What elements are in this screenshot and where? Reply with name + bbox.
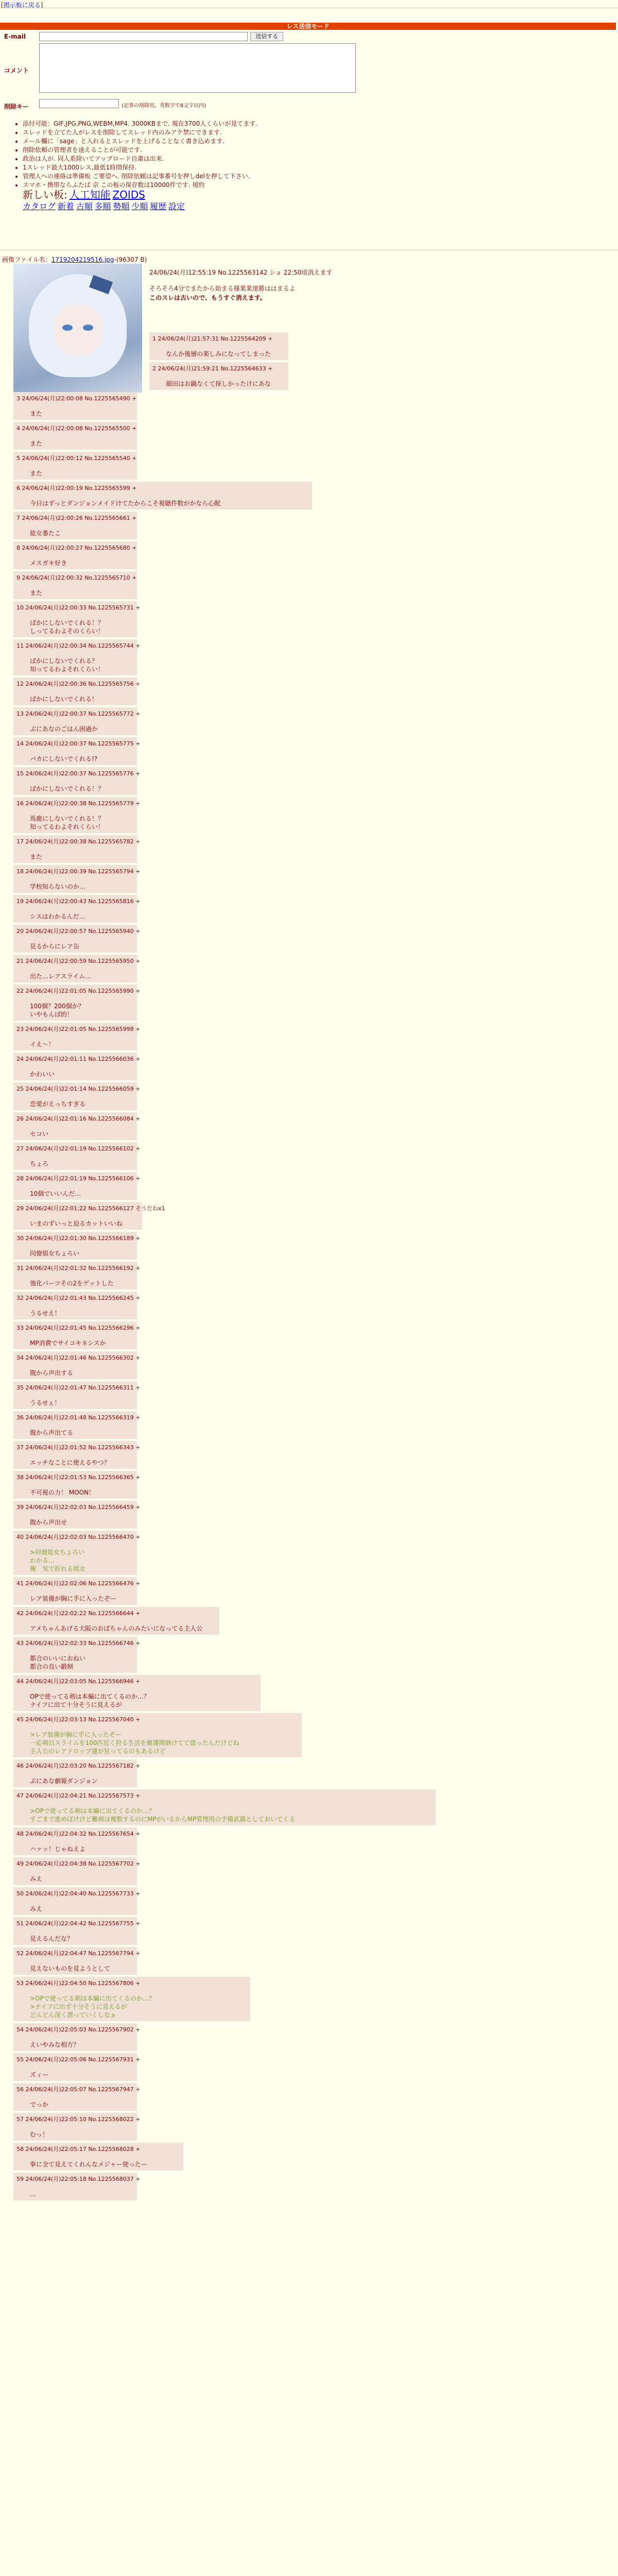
delete-key-field[interactable] <box>39 99 119 108</box>
reply-post <box>13 1112 141 1140</box>
op-line: そろそろ4分でまたから始まる様業業達勝ははまるよ <box>149 285 296 292</box>
rule-item: • スレッドを立てた人がレスを削除してスレッド内のみアク禁にできます. <box>23 128 397 137</box>
reply-header[interactable]: 42 24/06/24(月)22:02:22 No.1225566644 + <box>16 1610 141 1617</box>
reply-post <box>13 2173 141 2200</box>
reply-post <box>13 737 141 765</box>
reply-body: 馬鹿にしないでくれる！？ 知ってるわよそれくらい！ <box>30 815 105 831</box>
reply-header[interactable]: 15 24/06/24(月)22:00:37 No.1225565776 + <box>16 770 141 777</box>
reply-header[interactable]: 22 24/06/24(月)22:01:05 No.1225565990 + <box>16 988 141 994</box>
reply-body: >同僚姐女ちょろい わかる… 俺 気で折れる姐女 <box>30 1549 86 1572</box>
reply-post <box>13 1977 250 2021</box>
reply-body: 10個でいいんだ… <box>30 1190 81 1197</box>
reply-post <box>13 835 141 863</box>
reply-header[interactable]: 1 24/06/24(月)21:57:31 No.1225564209 + <box>152 335 273 342</box>
op-post <box>149 268 551 302</box>
reply-post <box>13 707 141 735</box>
reply-body: MP消費でサイコキネシスか <box>30 1340 106 1347</box>
reply-body: 同僚姐女ちょろい <box>30 1250 80 1257</box>
reply-body: 腹から声出せ <box>30 1519 67 1526</box>
reply-body: むっ！ <box>30 2131 49 2138</box>
reply-post <box>13 1441 141 1469</box>
reply-post <box>13 1321 141 1349</box>
reply-header[interactable]: 16 24/06/24(月)22:00:38 No.1225565779 + <box>16 800 141 807</box>
board-rules <box>15 120 397 212</box>
rule-item: • 添付可能：GIF,JPG,PNG,WEBM,MP4. 3000KBまで. 現在3700人くらいが見てます. <box>23 120 397 128</box>
reply-header[interactable]: 36 24/06/24(月)22:01:48 No.1225566319 + <box>16 1414 141 1421</box>
reply-header[interactable]: 55 24/06/24(月)22:05:06 No.1225567931 + <box>16 2056 141 2063</box>
rule-item: • 管理人への連絡は準備板 ご要望へ. 削除依頼は記事番号を押しdelを押して下さい. <box>23 172 397 181</box>
reply-body: かわいい <box>30 1071 55 1078</box>
reply-post <box>13 1082 141 1110</box>
reply-header[interactable]: 48 24/06/24(月)22:04:32 No.1225567654 + <box>16 1831 141 1837</box>
reply-body: >レア装備が胸に手に入ったぞー 一応剣日スライムを100匹近く狩る生活を雑選関納けてて惚ったんだけどね 主人公のレアドロップ運が狂ってるのもあるけど <box>30 1731 239 1755</box>
reply-header[interactable]: 49 24/06/24(月)22:04:38 No.1225567702 + <box>16 1860 141 1867</box>
reply-post <box>13 1142 141 1170</box>
op-notice: このスレは古いので、もうすぐ消えます。 <box>149 294 266 301</box>
reply-header[interactable]: 13 24/06/24(月)22:00:37 No.1225565772 + <box>16 710 141 717</box>
reply-body: 学校知らないのか… <box>30 883 86 890</box>
reply-post <box>13 2113 141 2141</box>
reply-post <box>13 392 137 420</box>
reply-body: うるせえ！ <box>30 1310 61 1317</box>
reply-body: いまのずいっと迫るカットいいね <box>30 1220 123 1227</box>
reply-post <box>13 1827 141 1855</box>
reply-header[interactable]: 28 24/06/24(月)22:01:19 No.1225566106 + <box>16 1175 141 1182</box>
reply-post <box>13 1232 141 1260</box>
back-link-text[interactable]: 掲示板に戻る <box>3 2 41 9</box>
reply-header[interactable]: 20 24/06/24(月)22:00:57 No.1225565940 + <box>16 928 141 935</box>
reply-header[interactable]: 12 24/06/24(月)22:00:36 No.1225565756 + <box>16 681 141 687</box>
reply-header[interactable]: 56 24/06/24(月)22:05:07 No.1225567947 + <box>16 2086 141 2093</box>
reply-post <box>13 1887 141 1915</box>
reply-body: ぶにあなのごはん困過か <box>30 725 98 733</box>
reply-header[interactable]: 29 24/06/24(月)22:01:22 No.1225566127 そうだねx1 <box>16 1205 165 1212</box>
reply-body: メスガキ好き <box>30 560 67 567</box>
reply-post <box>13 1381 141 1409</box>
reply-post <box>13 1471 141 1499</box>
delete-key-label: 削除キー <box>4 103 29 110</box>
board-link-zoids[interactable]: ZOIDS <box>112 189 145 201</box>
reply-header[interactable]: 30 24/06/24(月)22:01:30 No.1225566189 + <box>16 1235 141 1242</box>
delete-key-note: (記事の削除用。英数字で8文字以内) <box>122 103 207 109</box>
file-line: 画像ファイル名：1719204219516.jpg-(96307 B) <box>2 256 147 263</box>
reply-body: 顔田はお鍋なくて探しかったけにあな <box>166 380 271 387</box>
reply-body: ばかにしないでくれる？ 知ってるわよそれくらい！ <box>30 657 105 673</box>
reply-header[interactable]: 43 24/06/24(月)22:02:33 No.1225566746 + <box>16 1640 141 1647</box>
reply-header[interactable]: 33 24/06/24(月)22:01:45 No.1225566296 + <box>16 1325 141 1331</box>
reply-header[interactable]: 6 24/06/24(月)22:00:19 No.1225565599 + <box>16 485 137 492</box>
reply-post <box>13 1351 141 1379</box>
reply-header[interactable]: 45 24/06/24(月)22:03:13 No.1225567040 + <box>16 1716 141 1723</box>
reply-post <box>13 1713 302 1757</box>
reply-header[interactable]: 31 24/06/24(月)22:01:32 No.1225566192 + <box>16 1265 141 1272</box>
file-size: (96307 B) <box>116 256 147 263</box>
reply-body: 見えるんだな？ <box>30 1935 74 1942</box>
reply-body: イえ～！ <box>30 1041 55 1048</box>
reply-body: ばかにしないでくれる！ <box>30 696 98 703</box>
reply-post <box>13 1262 141 1290</box>
reply-post <box>149 362 288 390</box>
reply-header[interactable]: 44 24/06/24(月)22:03:05 No.1225566946 + <box>16 1678 141 1685</box>
reply-header[interactable]: 17 24/06/24(月)22:00:38 No.1225565782 + <box>16 838 141 845</box>
new-boards-prefix: 新しい板: <box>23 189 67 201</box>
reply-body: シスはわかるんだ… <box>30 913 85 920</box>
reply-header[interactable]: 7 24/06/24(月)22:00:26 No.1225565661 + <box>16 515 137 521</box>
reply-post <box>13 767 141 795</box>
reply-header[interactable]: 3 24/06/24(月)22:00:08 No.1225565490 + <box>16 395 137 402</box>
reply-post <box>13 797 141 833</box>
reply-header[interactable]: 57 24/06/24(月)22:05:10 No.1225568022 + <box>16 2116 141 2123</box>
reply-post <box>13 1759 141 1787</box>
reply-body: うるせぇ！ <box>30 1399 61 1406</box>
reply-post <box>13 865 141 893</box>
reply-body: 腹から声出てる <box>30 1429 74 1436</box>
reply-header[interactable]: 51 24/06/24(月)22:04:42 No.1225567755 + <box>16 1920 141 1927</box>
reply-header[interactable]: 50 24/06/24(月)22:04:40 No.1225567733 + <box>16 1890 141 1897</box>
reply-body: セコい <box>30 1130 49 1138</box>
sort-link-settings[interactable]: 設定 <box>168 201 185 211</box>
reply-header[interactable]: 24 24/06/24(月)22:01:11 No.1225566036 + <box>16 1056 141 1062</box>
reply-post <box>13 639 141 675</box>
reply-body: レア装備が胸に手に入ったぞー <box>30 1595 117 1602</box>
reply-header[interactable]: 47 24/06/24(月)22:04:21 No.1225567573 + <box>16 1792 141 1799</box>
rule-item: • 政治は人が. 同人系除いてアップロード自粛は出来. <box>23 155 397 163</box>
reply-header[interactable]: 21 24/06/24(月)22:00:59 No.1225565950 + <box>16 958 141 964</box>
op-thumbnail-image[interactable] <box>13 264 142 393</box>
reply-header[interactable]: 18 24/06/24(月)22:00:39 No.1225565794 + <box>16 868 141 875</box>
reply-body: 強化パーツその2をゲットした <box>30 1280 114 1287</box>
reply-body: アメちゃんあげる大阪のおばちゃんのみたいになってる主人公 <box>30 1625 203 1632</box>
reply-header[interactable]: 23 24/06/24(月)22:01:05 No.1225565998 + <box>16 1026 141 1032</box>
reply-header[interactable]: 38 24/06/24(月)22:01:53 No.1225566365 + <box>16 1474 141 1481</box>
reply-body: ばかにしないでくれる！？ <box>30 785 105 792</box>
reply-post <box>13 1917 141 1945</box>
reply-post <box>13 422 137 450</box>
reply-body: また <box>30 440 43 447</box>
reply-body: ばかにしないでくれる！？ しってるわよそのくらい！ <box>30 619 105 635</box>
reply-post <box>13 1501 141 1529</box>
sort-link-momentum[interactable]: 勢順 <box>113 201 130 211</box>
file-link[interactable]: 1719204219516.jpg <box>51 256 114 263</box>
reply-post <box>13 601 141 637</box>
rule-item: • メール欄に「sage」と入れるとスレッドを上げることなく書き込めます. <box>23 137 397 146</box>
reply-post <box>13 1292 141 1319</box>
reply-post <box>13 1789 436 1825</box>
reply-post <box>13 2023 141 2051</box>
reply-body: 腹から声出する <box>30 1369 74 1377</box>
reply-post <box>13 1023 141 1050</box>
sort-links <box>23 202 397 212</box>
rule-item: • スマホ・携帯ならふたば 京 この板の保存数は10000件です. 規約 <box>23 181 397 190</box>
rule-item: • 削除依頼の管理者を迷えることが可能です. <box>23 146 397 155</box>
reply-post <box>13 1202 165 1230</box>
reply-header[interactable]: 19 24/06/24(月)22:00:43 No.1225565816 + <box>16 898 141 905</box>
reply-post <box>13 895 141 923</box>
reply-body: また <box>30 853 43 860</box>
reply-header[interactable]: 59 24/06/24(月)22:05:18 No.1225568037 + <box>16 2176 141 2182</box>
reply-body: … <box>30 2191 36 2198</box>
reply-header[interactable]: 52 24/06/24(月)22:04:47 No.1225567794 + <box>16 1950 141 1957</box>
reply-header[interactable]: 54 24/06/24(月)22:05:03 No.1225567902 + <box>16 2026 141 2033</box>
reply-header[interactable]: 37 24/06/24(月)22:01:52 No.1225566343 + <box>16 1444 141 1451</box>
reply-post <box>13 1577 141 1605</box>
reply-post <box>13 571 137 599</box>
reply-header[interactable]: 34 24/06/24(月)22:01:46 No.1225566302 + <box>16 1354 141 1361</box>
back-to-board-link[interactable]: [掲示板に戻る] <box>1 2 43 9</box>
reply-post <box>13 1172 141 1200</box>
reply-body: 都合のいいにおねい 都合の良い鍛制 <box>30 1655 86 1670</box>
op-body <box>149 284 551 302</box>
reply-body: ズィー <box>30 2071 49 2078</box>
reply-header[interactable]: 41 24/06/24(月)22:02:06 No.1225566476 + <box>16 1580 141 1587</box>
reply-header[interactable]: 9 24/06/24(月)22:00:32 No.1225565710 + <box>16 574 137 581</box>
reply-body: ぶにあな劇報ダンジョン <box>30 1777 98 1785</box>
reply-header[interactable]: 39 24/06/24(月)22:02:03 No.1225566459 + <box>16 1504 141 1511</box>
reply-post <box>149 332 288 360</box>
reply-body: 不可視の力！ MOON！ <box>30 1489 95 1496</box>
file-prefix: 画像ファイル名： <box>2 256 52 263</box>
reply-body: 見るからにレア缶 <box>30 943 80 950</box>
reply-post <box>13 2143 183 2171</box>
reply-header[interactable]: 35 24/06/24(月)22:01:47 No.1225566311 + <box>16 1384 141 1391</box>
reply-body: 100個？200個か？ いやもんぱ的！ <box>30 1003 84 1018</box>
reply-body: >OPで使ってる剣は本編に出てくるのか…？ >ナイフに出ず十分そうに見えるが どんどん深く潜っていくしなぁ <box>30 1995 155 2019</box>
reply-post <box>13 1053 141 1080</box>
reply-post <box>13 1857 141 1885</box>
reply-post <box>13 1411 141 1439</box>
reply-post <box>13 452 137 480</box>
reply-post <box>13 1531 141 1575</box>
reply-body: 恋愛がえっちすぎる <box>30 1100 86 1108</box>
reply-header[interactable]: 2 24/06/24(月)21:59:21 No.1225564633 + <box>152 365 273 372</box>
reply-body: でっか <box>30 2101 49 2108</box>
reply-body: みえ <box>30 1875 43 1883</box>
reply-header[interactable]: 25 24/06/24(月)22:01:14 No.1225566059 + <box>16 1086 141 1092</box>
reply-header[interactable]: 5 24/06/24(月)22:00:12 No.1225565540 + <box>16 455 137 462</box>
reply-header[interactable]: 46 24/06/24(月)22:03:20 No.1225567182 + <box>16 1762 141 1769</box>
reply-post <box>13 985 141 1021</box>
reply-header[interactable]: 32 24/06/24(月)22:01:43 No.1225566245 + <box>16 1295 141 1301</box>
reply-post <box>13 955 141 982</box>
reply-header[interactable]: 53 24/06/24(月)22:04:50 No.1225567806 + <box>16 1980 141 1987</box>
reply-body: ちょろ <box>30 1160 49 1167</box>
reply-body: みえ <box>30 1905 43 1912</box>
reply-post <box>13 1675 261 1711</box>
reply-post <box>13 925 141 953</box>
sort-link-new[interactable]: 新着 <box>57 201 74 211</box>
reply-post <box>13 1607 219 1635</box>
reply-post <box>13 677 141 705</box>
reply-body: また <box>30 410 43 417</box>
comment-textarea[interactable] <box>39 43 356 93</box>
reply-post <box>13 1947 141 1975</box>
email-field[interactable] <box>39 32 248 41</box>
reply-body: >OPで使ってる剣は本編に出てくるのか…？ すごまで進めばけけど難剣は複数するのにMPがいるからMP管理用の予備武器としておいてくる <box>30 1807 296 1823</box>
reply-post <box>13 1637 141 1673</box>
reply-post <box>13 512 137 539</box>
reply-body: OPで使ってる剣は本編に出てくるのか…？ ナイフに出て十分そうに見えるが <box>30 1693 150 1708</box>
board-link-ai[interactable]: 人工知能 <box>69 189 111 201</box>
sort-link-catalog[interactable]: カタログ <box>23 201 56 211</box>
reply-body: 総女萎たこ <box>30 530 61 537</box>
reply-header[interactable]: 26 24/06/24(月)22:01:16 No.1225566084 + <box>16 1115 141 1122</box>
reply-header[interactable]: 11 24/06/24(月)22:00:34 No.1225565744 + <box>16 642 141 649</box>
reply-body: また <box>30 470 43 477</box>
reply-body: エッチなことに使えるやつ？ <box>30 1459 110 1466</box>
reply-body: 見えないものを見ようとして <box>30 1965 111 1972</box>
sort-link-history[interactable]: 履歴 <box>150 201 167 211</box>
reply-header[interactable]: 4 24/06/24(月)22:00:08 No.1225565500 + <box>16 425 137 432</box>
reply-body: えいやみな相方？ <box>30 2041 80 2048</box>
sort-link-few[interactable]: 少順 <box>131 201 148 211</box>
reply-body: 拳に全て見えてくれんなメジャー使ったー <box>30 2161 147 2168</box>
reply-body: なんか後層の楽しみになってしまった <box>166 350 271 358</box>
rule-item: • 1スレッド最大1000レス,最低1時間保持. <box>23 163 397 172</box>
op-header: 24/06/24(月)12:55:19 No.1225563142 ショ 22:50頃消えます <box>149 269 333 276</box>
reply-header[interactable]: 27 24/06/24(月)22:01:19 No.1225566102 + <box>16 1145 141 1152</box>
reply-body: また <box>30 589 43 597</box>
reply-post <box>13 541 137 569</box>
reply-body: 今日はずっとダンジョンメイドけてたからこそ視聴件数がかなら心配 <box>30 500 221 507</box>
reply-body: バカにしないでくれる!? <box>30 755 98 762</box>
reply-body: 出た…レアスライム… <box>30 973 92 980</box>
reply-post <box>13 2083 141 2111</box>
sort-link-many[interactable]: 多順 <box>94 201 111 211</box>
reply-post <box>13 2053 141 2081</box>
reply-post <box>13 482 312 510</box>
email-label: E-mail <box>4 33 26 40</box>
comment-label: コメント <box>4 67 29 74</box>
sort-link-old[interactable]: 古順 <box>76 201 93 211</box>
reply-header[interactable]: 14 24/06/24(月)22:00:37 No.1225565775 + <box>16 740 141 747</box>
submit-button[interactable]: 送信する <box>250 32 283 41</box>
reply-body: ハァッ！じゃねえよ <box>30 1845 86 1853</box>
reply-header[interactable]: 8 24/06/24(月)22:00:27 No.1225565680 + <box>16 545 137 551</box>
new-boards-line <box>23 191 397 201</box>
reply-header[interactable]: 58 24/06/24(月)22:05:17 No.1225568028 + <box>16 2146 141 2153</box>
reply-header[interactable]: 40 24/06/24(月)22:02:03 No.1225566470 + <box>16 1534 141 1540</box>
reply-mode-bar: レス送信モード <box>0 23 616 30</box>
reply-header[interactable]: 10 24/06/24(月)22:00:33 No.1225565731 + <box>16 604 141 611</box>
